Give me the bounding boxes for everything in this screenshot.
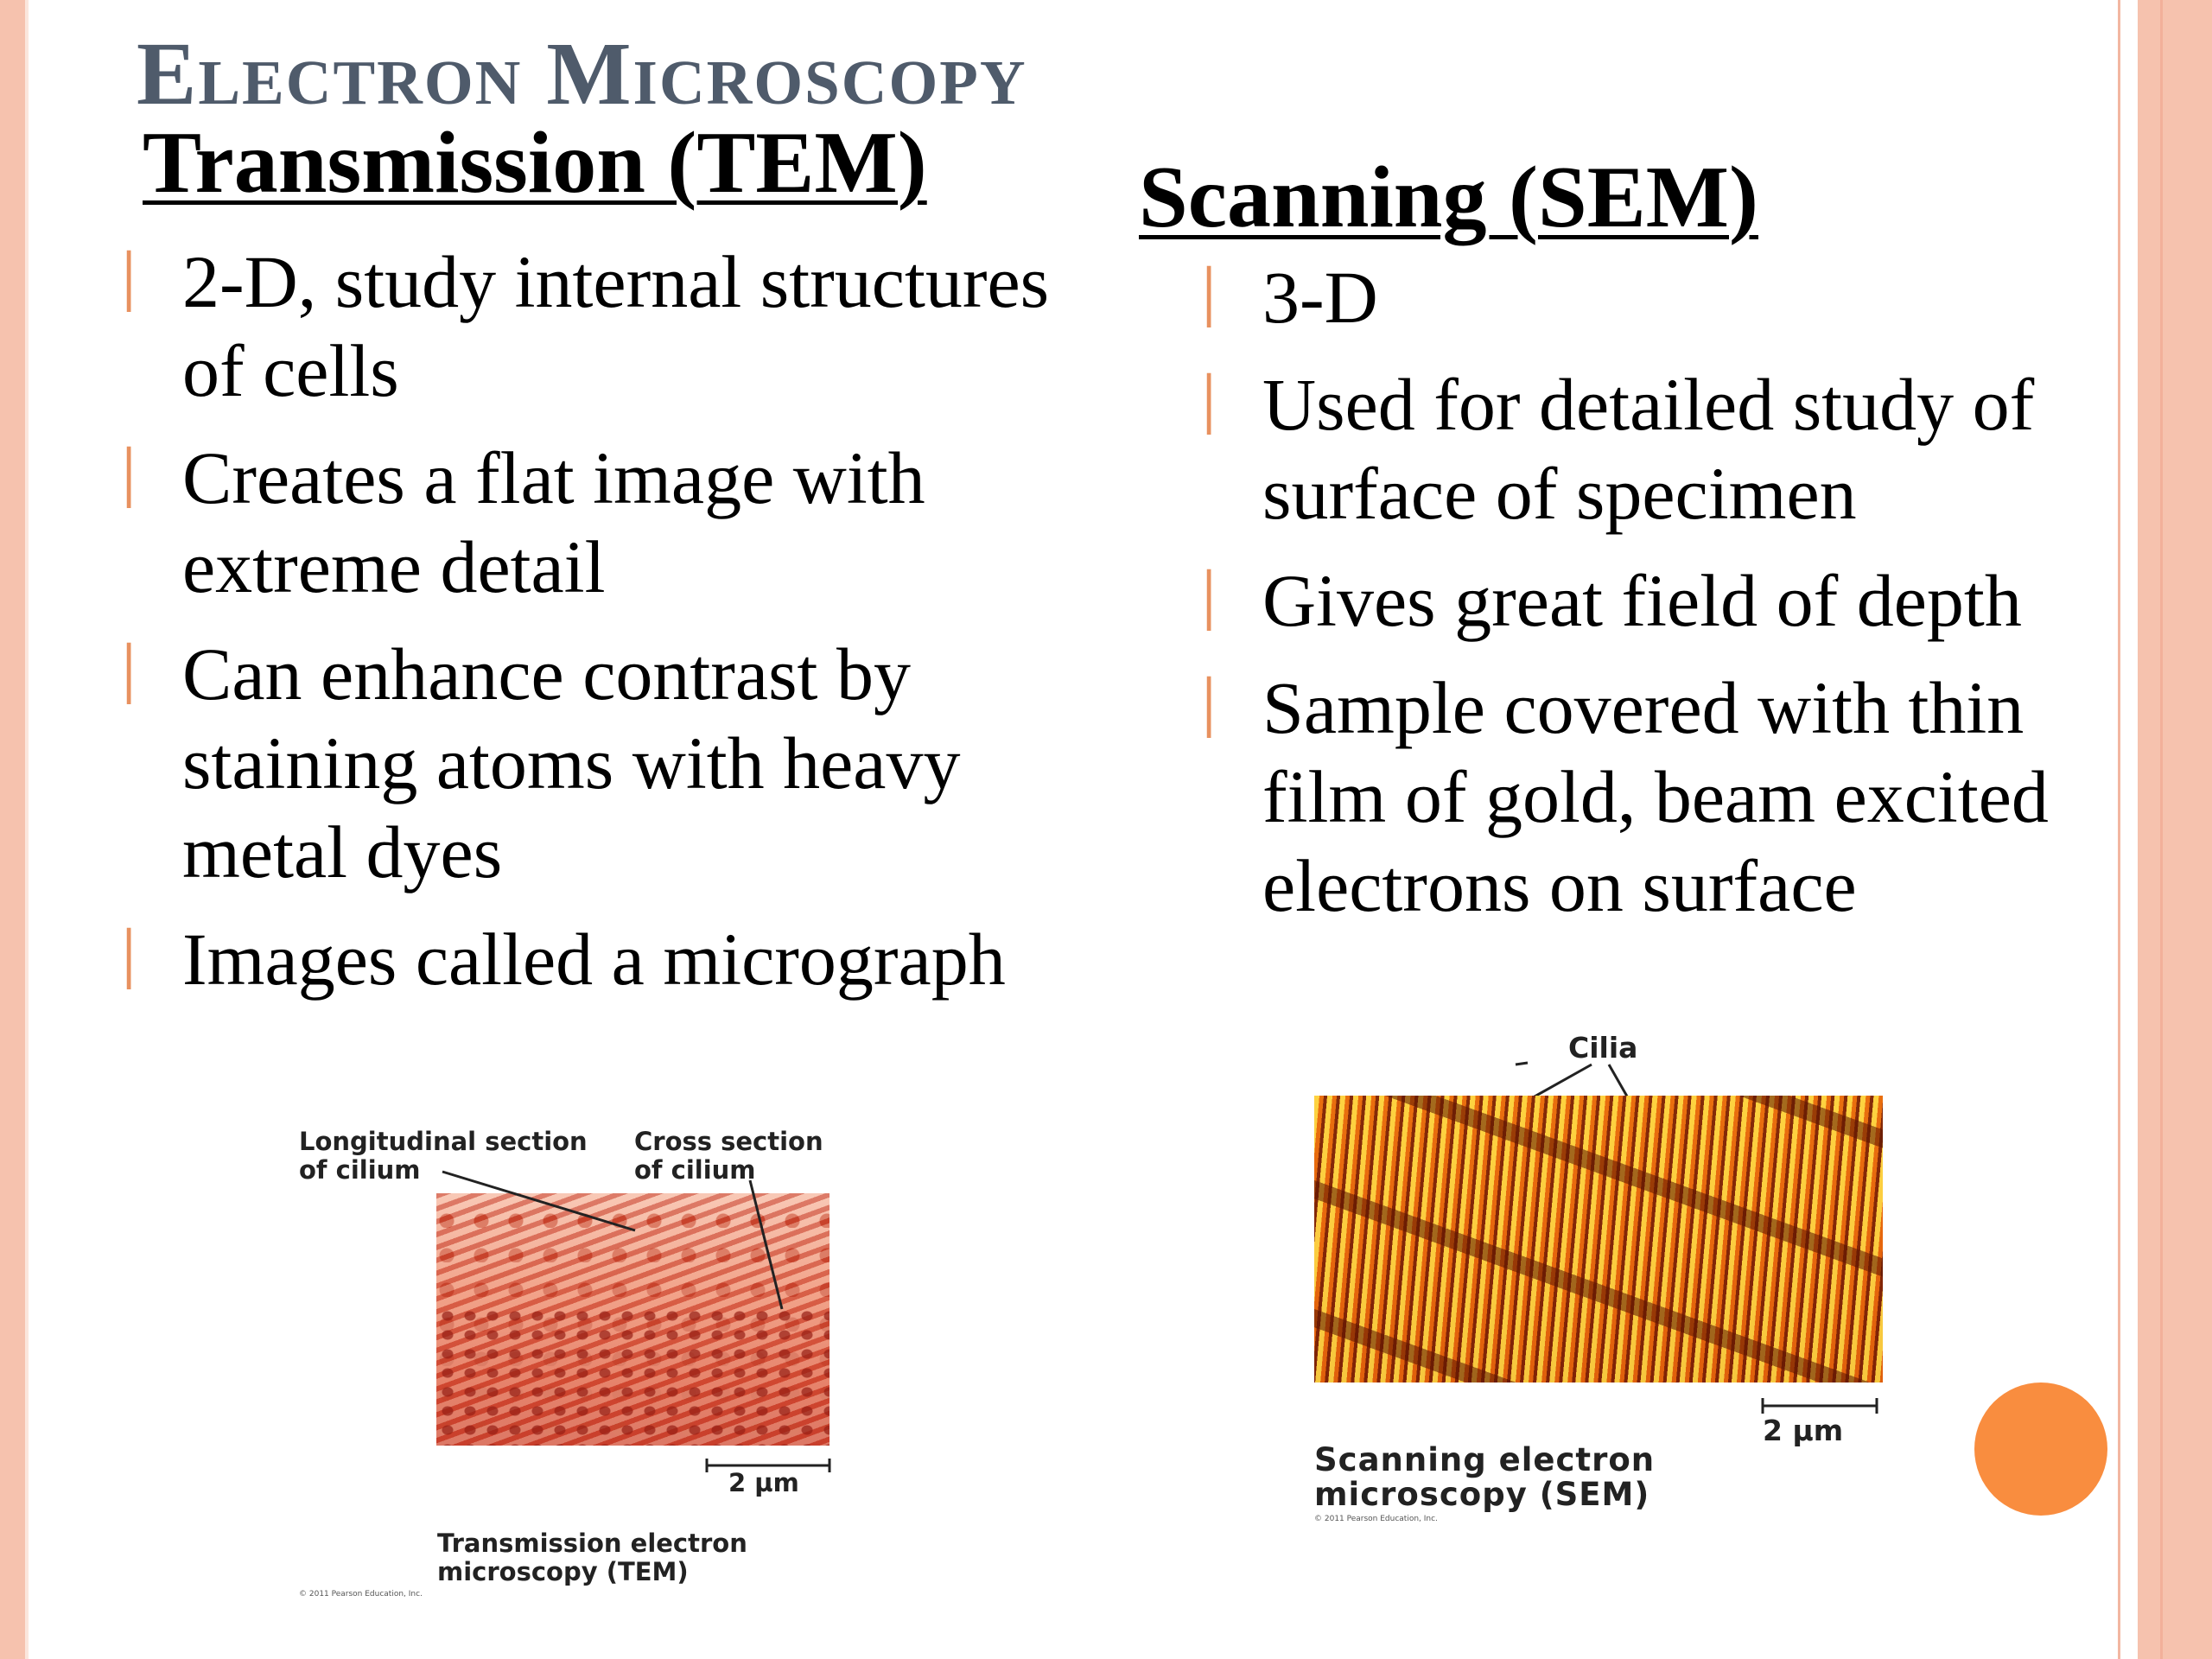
sem-caption: Scanning electron microscopy (SEM): [1314, 1441, 1656, 1513]
bullet-icon: │: [1193, 374, 1225, 435]
tem-label-cross: Cross section of cilium: [634, 1127, 823, 1185]
bullet-icon: │: [1193, 267, 1225, 327]
bullet-text: Can enhance contrast by staining atoms with heavy metal dyes: [182, 632, 961, 893]
sem-micrograph-image: [1314, 1096, 1883, 1382]
accent-circle: [1974, 1382, 2107, 1516]
bullet-text: 3-D: [1262, 256, 1378, 339]
tem-leader-longitudinal: [442, 1172, 635, 1230]
tem-heading: Transmission (TEM): [143, 114, 927, 212]
tem-leader-cross: [750, 1180, 782, 1309]
tem-caption: Transmission electron microscopy (TEM): [437, 1529, 747, 1586]
bullet-icon: │: [1193, 570, 1225, 631]
sem-copyright: © 2011 Pearson Education, Inc.: [1314, 1515, 1438, 1523]
bullet-text: Used for detailed study of surface of specimen: [1262, 363, 2035, 535]
bullet-icon: │: [113, 929, 145, 989]
tem-label-longitudinal: Longitudinal section of cilium: [299, 1127, 588, 1185]
sem-scale-label: 2 µm: [1763, 1414, 1844, 1447]
sem-leader-cilia-top: [1516, 1063, 1528, 1065]
slide-title: Electron Microscopy: [137, 24, 1027, 124]
bullet-text: Creates a flat image with extreme detail: [182, 436, 925, 608]
bullet-text: Images called a micrograph: [182, 918, 1006, 1001]
sem-shading: [1314, 1096, 1883, 1382]
bullet-text: Sample covered with thin film of gold, beam excited electrons on surface: [1262, 666, 2049, 927]
sem-label-cilia: Cilia: [1568, 1031, 1638, 1065]
sem-heading: Scanning (SEM): [1139, 149, 1758, 246]
bullet-icon: │: [113, 448, 145, 508]
bullet-icon: │: [1193, 677, 1225, 738]
bullet-icon: │: [113, 251, 145, 312]
bullet-text: Gives great field of depth: [1262, 559, 2022, 642]
tem-scale-label: 2 µm: [728, 1468, 799, 1497]
tem-copyright: © 2011 Pearson Education, Inc.: [299, 1590, 423, 1599]
bullet-icon: │: [113, 644, 145, 704]
bullet-text: 2-D, study internal structures of cells: [182, 240, 1050, 412]
